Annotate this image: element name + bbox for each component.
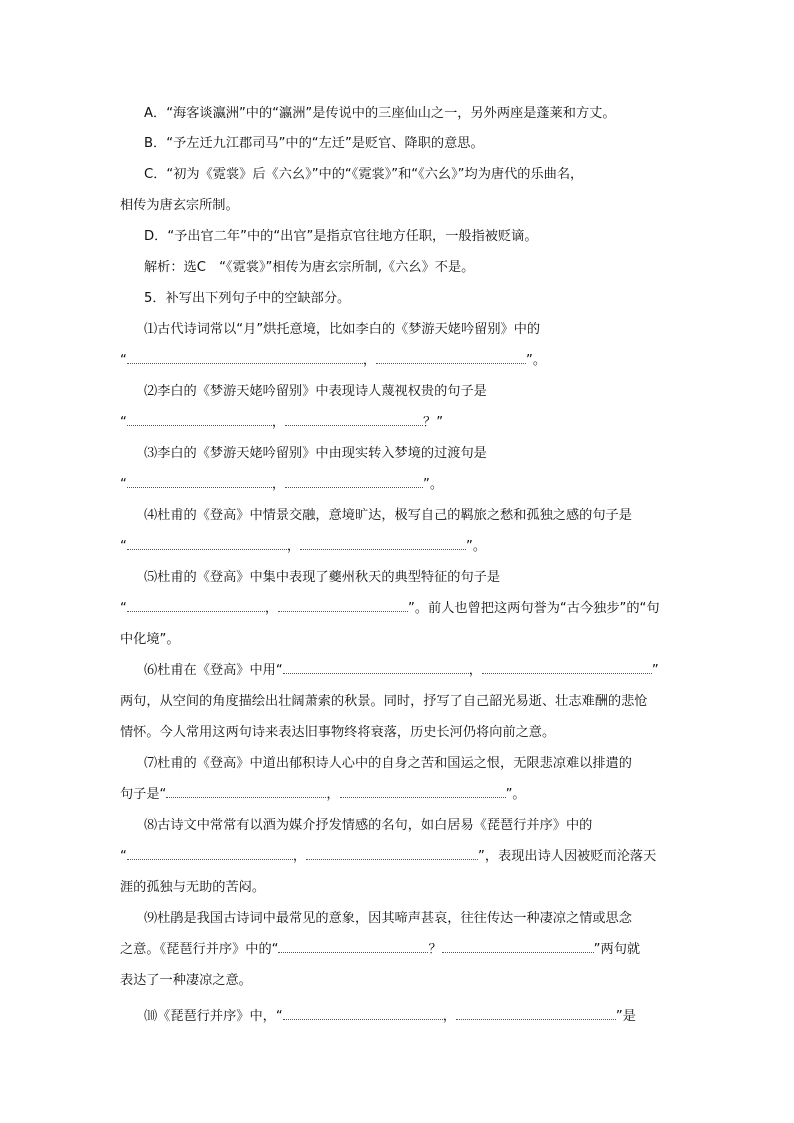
item-8: ⑻古诗文中常常有以酒为媒介抒发情感的名句，如白居易《琵琶行并序》中的	[144, 818, 593, 833]
answer-blank[interactable]	[166, 785, 326, 798]
answer-blank[interactable]	[285, 413, 423, 426]
item-4-blanks: “ ， ”。	[120, 539, 487, 554]
item-8-blanks: “ ， ”，表现出诗人因被贬而沦落天	[120, 849, 657, 864]
answer-blank[interactable]	[278, 940, 428, 953]
item-8-continued: 涯的孤独与无助的苦闷。	[120, 880, 266, 895]
option-d: D．“予出官二年”中的“出官”是指京官往地方任职，一般指被贬谪。	[144, 229, 538, 244]
answer-blank[interactable]	[127, 537, 287, 550]
item-1-blanks: “ ， ”。	[120, 353, 547, 368]
answer-blank[interactable]	[456, 1007, 616, 1020]
question-5-title: 5．补写出下列句子中的空缺部分。	[144, 291, 351, 306]
item-6-continued: 两句，从空间的角度描绘出壮阔萧索的秋景。同时，抒写了自己韶光易逝、壮志难酬的悲怆	[120, 694, 648, 709]
answer-blank[interactable]	[442, 940, 594, 953]
item-2-blanks: “ ， ？”	[120, 415, 444, 430]
item-9-blanks: 之意。《琵琶行并序》中的“ ？ ”两句就	[120, 942, 641, 957]
item-10: ⑽《琵琶行并序》中，“ ， ”是	[144, 1009, 636, 1024]
item-7-blanks: 句子是“ ， ”。	[120, 787, 526, 802]
answer-blank[interactable]	[127, 351, 363, 364]
answer-blank[interactable]	[127, 599, 265, 612]
option-b: B．“予左迁九江郡司马”中的“左迁”是贬官、降职的意思。	[144, 136, 484, 151]
item-6-continued-2: 情怀。今人常用这两句诗来表达旧事物终将衰落，历史长河仍将向前之意。	[120, 725, 556, 740]
item-4: ⑷杜甫的《登高》中情景交融，意境旷达，极写自己的羁旅之愁和孤独之感的句子是	[144, 508, 632, 523]
item-3-blanks: “ ， ”。	[120, 477, 444, 492]
item-9-continued: 表达了一种凄凉之意。	[120, 973, 252, 988]
item-7: ⑺杜甫的《登高》中道出郁积诗人心中的自身之苦和国运之恨，无限悲凉难以排遣的	[144, 756, 632, 771]
item-1: ⑴古代诗词常以“月”烘托意境，比如李白的《梦游天姥吟留别》中的	[144, 322, 541, 337]
option-c: C．“初为《霓裳》后《六幺》”中的“《霓裳》”和“《六幺》”均为唐代的乐曲名，	[144, 167, 584, 182]
answer-blank[interactable]	[482, 661, 652, 674]
answer-blank[interactable]	[283, 661, 469, 674]
item-2: ⑵李白的《梦游天姥吟留别》中表现诗人蔑视权贵的句子是	[144, 384, 487, 399]
answer-blank[interactable]	[127, 847, 293, 860]
answer-blank[interactable]	[127, 475, 272, 488]
answer-blank[interactable]	[306, 847, 478, 860]
answer-blank[interactable]	[285, 475, 423, 488]
answer-blank[interactable]	[278, 599, 408, 612]
item-9: ⑼杜鹃是我国古诗词中最常见的意象，因其啼声甚哀，往往传达一种凄凉之情或思念	[144, 911, 632, 926]
item-6: ⑹杜甫在《登高》中用“ ， ”	[144, 663, 659, 678]
option-c-continued: 相传为唐玄宗所制。	[120, 198, 239, 213]
item-3: ⑶李白的《梦游天姥吟留别》中由现实转入梦境的过渡句是	[144, 446, 487, 461]
item-5-continued: 中化境”。	[120, 632, 180, 647]
item-5: ⑸杜甫的《登高》中集中表现了夔州秋天的典型特征的句子是	[144, 570, 501, 585]
answer-blank[interactable]	[283, 1007, 443, 1020]
item-5-blanks: “ ， ”。前人也曾把这两句誉为“古今独步”的“句	[120, 601, 660, 616]
answer-blank[interactable]	[376, 351, 526, 364]
answer-blank[interactable]	[300, 537, 466, 550]
option-a: A．“海客谈瀛洲”中的“瀛洲”是传说中的三座仙山之一，另外两座是蓬莱和方丈。	[144, 106, 616, 121]
answer-blank[interactable]	[340, 785, 506, 798]
analysis: 解析：选C “《霓裳》”相传为唐玄宗所制,《六幺》不是。	[144, 260, 475, 275]
answer-blank[interactable]	[127, 413, 272, 426]
